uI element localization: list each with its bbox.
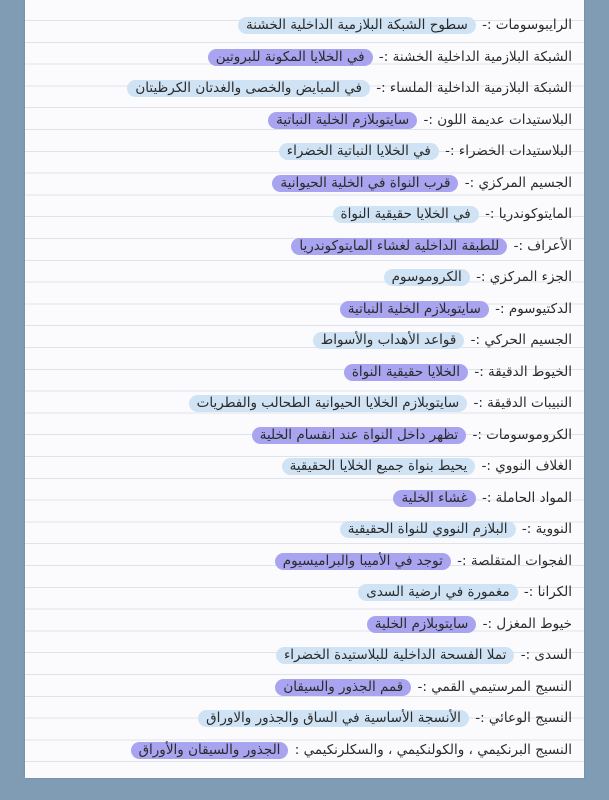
note-row bbox=[25, 577, 584, 609]
definition-highlight: سايتوبلازم الخلية النباتية bbox=[340, 301, 489, 318]
term-label: المواد الحاملة :- bbox=[481, 489, 572, 506]
definition-highlight: سطوح الشبكة البلازمية الداخلية الخشنة bbox=[238, 17, 476, 34]
term-label: الغلاف النووي :- bbox=[481, 458, 572, 474]
term-label: خيوط المغزل :- bbox=[482, 615, 572, 632]
definition-highlight: البلازم النووي للنواة الحقيقية bbox=[340, 521, 516, 538]
definition-highlight: غشاء الخلية bbox=[393, 490, 475, 507]
note-row bbox=[25, 672, 584, 704]
term-label: الجسيم المركزي :- bbox=[464, 174, 572, 191]
note-row bbox=[25, 42, 584, 74]
note-row bbox=[25, 325, 584, 357]
term-label: الشبكة البلازمية الداخلية الملساء :- bbox=[376, 80, 572, 96]
definition-highlight: تظهر داخل النواة عند انقسام الخلية bbox=[252, 427, 466, 444]
definition-highlight: في الخلايا المكونة للبروتين bbox=[208, 49, 373, 66]
definition-highlight: للطبقة الداخلية لغشاء المايتوكوندريا bbox=[291, 238, 507, 255]
definition-highlight: الكروموسوم bbox=[384, 269, 470, 286]
note-row bbox=[25, 703, 584, 735]
note-row bbox=[25, 609, 584, 641]
definition-highlight: في الخلايا النباتية الخضراء bbox=[279, 143, 439, 160]
note-row bbox=[25, 483, 584, 515]
definition-highlight: سايتوبلازم الخلايا الحيوانية الطحالب والفطريات bbox=[189, 395, 468, 412]
term-label: النبيبات الدقيقة :- bbox=[473, 395, 572, 411]
definition-highlight: سايتوبلازم الخلية النباتية bbox=[268, 112, 417, 129]
note-row bbox=[25, 357, 584, 389]
note-list bbox=[25, 10, 584, 766]
definition-highlight: قمم الجذور والسيقان bbox=[275, 679, 411, 696]
term-label: الأعراف :- bbox=[513, 237, 572, 254]
term-label: المايتوكوندريا :- bbox=[485, 206, 572, 222]
definition-highlight: الخلايا حقيقية النواة bbox=[344, 364, 468, 381]
note-row bbox=[25, 735, 584, 767]
note-row bbox=[25, 514, 584, 546]
definition-highlight: يحيط بنواة جميع الخلايا الحقيقية bbox=[282, 458, 476, 475]
note-row bbox=[25, 168, 584, 200]
term-label: البلاستيدات الخضراء :- bbox=[445, 143, 572, 159]
term-label: البلاستيدات عديمة اللون :- bbox=[423, 111, 572, 128]
note-row bbox=[25, 546, 584, 578]
term-label: الخيوط الدقيقة :- bbox=[474, 363, 572, 380]
term-label: النسيج المرستيمي القمي :- bbox=[417, 678, 572, 695]
note-row bbox=[25, 199, 584, 231]
term-label: الكرانا :- bbox=[523, 584, 572, 600]
note-row bbox=[25, 294, 584, 326]
term-label: النووية :- bbox=[521, 521, 572, 537]
note-row bbox=[25, 10, 584, 42]
term-label: النسيج البرنكيمي ، والكولنكيمي ، والسكلرنكيمي : bbox=[294, 741, 572, 758]
definition-highlight: مغمورة في ارضية السدى bbox=[358, 584, 517, 601]
note-row bbox=[25, 640, 584, 672]
term-label: الدكتيوسوم :- bbox=[495, 300, 572, 317]
definition-highlight: في المبايض والخصى والغدتان الكرظيتان bbox=[127, 80, 370, 97]
definition-highlight: في الخلايا حقيقية النواة bbox=[333, 206, 479, 223]
term-label: الجزء المركزي :- bbox=[476, 269, 572, 285]
definition-highlight: قواعد الأهداب والأسواط bbox=[313, 332, 465, 349]
note-row bbox=[25, 420, 584, 452]
note-row bbox=[25, 451, 584, 483]
note-row bbox=[25, 262, 584, 294]
definition-highlight: الأنسجة الأساسية في الساق والجذور والاوراق bbox=[198, 710, 469, 727]
term-label: الكروموسومات :- bbox=[472, 426, 572, 443]
notebook-page bbox=[25, 0, 584, 778]
term-label: السدى :- bbox=[520, 647, 572, 663]
definition-highlight: توجد في الأميبا والبراميسيوم bbox=[275, 553, 451, 570]
note-row bbox=[25, 136, 584, 168]
note-row bbox=[25, 73, 584, 105]
definition-highlight: قرب النواة في الخلية الحيوانية bbox=[272, 175, 458, 192]
note-row bbox=[25, 231, 584, 263]
definition-highlight: تملا الفسحة الداخلية للبلاستيدة الخضراء bbox=[276, 647, 514, 664]
note-row bbox=[25, 388, 584, 420]
term-label: الجسيم الحركي :- bbox=[470, 332, 572, 348]
term-label: الشبكة البلازمية الداخلية الخشنة :- bbox=[378, 48, 572, 65]
term-label: الرايبوسومات :- bbox=[482, 17, 572, 33]
term-label: النسيج الوعائي :- bbox=[475, 710, 572, 726]
term-label: الفجوات المتقلصة :- bbox=[457, 552, 572, 569]
definition-highlight: سايتوبلازم الخلية bbox=[367, 616, 477, 633]
note-row bbox=[25, 105, 584, 137]
definition-highlight: الجذور والسيقان والأوراق bbox=[131, 742, 289, 759]
